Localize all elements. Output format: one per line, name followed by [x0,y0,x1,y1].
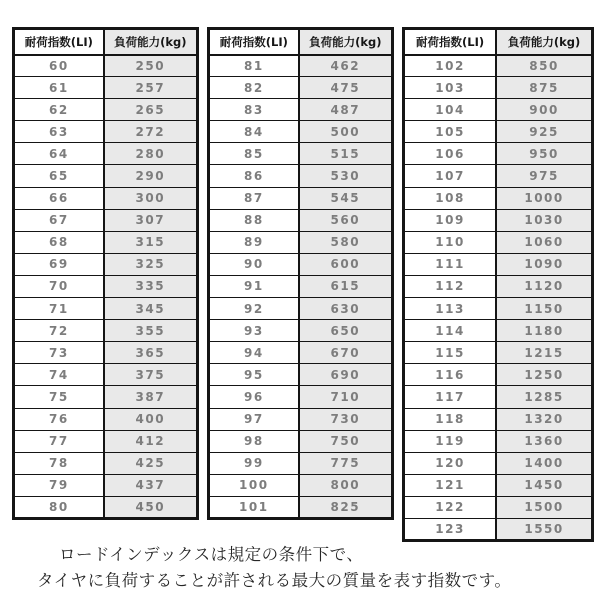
table-row [209,275,393,297]
load-index-cell: 92 [209,298,299,320]
table-row [209,452,393,474]
table-row [14,452,198,474]
table-row [404,231,593,253]
load-index-cell: 79 [14,474,104,496]
table-row [404,253,593,275]
load-capacity-cell: 630 [299,298,393,320]
load-index-table-60-80 [12,27,199,520]
load-capacity-cell: 515 [299,143,393,165]
load-index-cell: 68 [14,231,104,253]
table-row [209,121,393,143]
load-capacity-cell: 900 [496,99,592,121]
table-header [209,29,393,55]
table-row [14,165,198,187]
load-index-cell: 61 [14,77,104,99]
load-capacity-cell: 1285 [496,386,592,408]
table-row [14,320,198,342]
load-index-cell: 114 [404,320,497,342]
table-row [404,452,593,474]
table-row [209,474,393,496]
load-index-cell: 108 [404,187,497,209]
table-row [209,253,393,275]
table-row [404,143,593,165]
table-row [404,342,593,364]
table-row [14,121,198,143]
load-index-cell: 90 [209,253,299,275]
load-capacity-cell: 670 [299,342,393,364]
load-capacity-cell: 307 [104,209,198,231]
load-index-cell: 113 [404,298,497,320]
header-row [14,29,198,55]
load-capacity-cell: 1120 [496,275,592,297]
load-capacity-cell: 365 [104,342,198,364]
load-index-cell: 117 [404,386,497,408]
table-row [404,187,593,209]
load-capacity-cell: 600 [299,253,393,275]
table-row [404,320,593,342]
load-index-cell: 101 [209,496,299,518]
table-row [209,231,393,253]
load-index-cell: 72 [14,320,104,342]
table-body [404,55,593,541]
load-capacity-cell: 875 [496,77,592,99]
table-row [14,275,198,297]
table-row [209,408,393,430]
load-capacity-cell: 250 [104,55,198,77]
load-index-cell: 98 [209,430,299,452]
load-index-cell: 106 [404,143,497,165]
table-row [209,209,393,231]
table-row [209,165,393,187]
table-row [209,55,393,77]
table-row [14,209,198,231]
load-capacity-cell: 1060 [496,231,592,253]
load-index-cell: 73 [14,342,104,364]
table-row [14,496,198,518]
table-row [404,275,593,297]
load-capacity-cell: 925 [496,121,592,143]
load-capacity-cell: 690 [299,364,393,386]
load-capacity-cell: 280 [104,143,198,165]
load-capacity-cell: 800 [299,474,393,496]
caption-line-2: タイヤに負荷することが許される最大の質量を表す指数です。 [37,571,512,590]
table-row [404,518,593,540]
load-capacity-cell: 462 [299,55,393,77]
table-row [14,386,198,408]
table-body [14,55,198,519]
column-header-load-capacity: 負荷能力(kg) [104,29,198,55]
load-index-cell: 91 [209,275,299,297]
table-row [404,386,593,408]
column-header-load-capacity: 負荷能力(kg) [299,29,393,55]
load-index-cell: 123 [404,518,497,540]
table-row [209,364,393,386]
load-index-cell: 93 [209,320,299,342]
table-header [404,29,593,55]
load-index-cell: 83 [209,99,299,121]
load-capacity-cell: 650 [299,320,393,342]
load-index-cell: 115 [404,342,497,364]
table-row [404,77,593,99]
table-row [209,298,393,320]
load-capacity-cell: 375 [104,364,198,386]
load-capacity-cell: 475 [299,77,393,99]
load-index-cell: 85 [209,143,299,165]
load-capacity-cell: 290 [104,165,198,187]
table-body [209,55,393,519]
table-row [404,496,593,518]
table-row [14,99,198,121]
load-capacity-cell: 615 [299,275,393,297]
table-row [404,165,593,187]
header-row [404,29,593,55]
table-row [404,430,593,452]
load-index-cell: 94 [209,342,299,364]
table-row [209,430,393,452]
load-index-cell: 63 [14,121,104,143]
column-header-load-index: 耐荷指数(LI) [209,29,299,55]
load-capacity-cell: 1550 [496,518,592,540]
load-capacity-cell: 750 [299,430,393,452]
load-index-cell: 97 [209,408,299,430]
load-index-cell: 120 [404,452,497,474]
load-capacity-cell: 345 [104,298,198,320]
table-row [209,386,393,408]
load-capacity-cell: 1000 [496,187,592,209]
load-capacity-cell: 387 [104,386,198,408]
load-capacity-cell: 1215 [496,342,592,364]
load-capacity-cell: 560 [299,209,393,231]
load-capacity-cell: 1090 [496,253,592,275]
table-row [14,55,198,77]
load-index-cell: 118 [404,408,497,430]
load-index-cell: 86 [209,165,299,187]
table-row [209,187,393,209]
table-row [209,320,393,342]
load-index-cell: 69 [14,253,104,275]
load-index-cell: 74 [14,364,104,386]
load-index-cell: 88 [209,209,299,231]
load-index-cell: 104 [404,99,497,121]
load-capacity-cell: 1150 [496,298,592,320]
table-row [209,496,393,518]
load-index-cell: 62 [14,99,104,121]
load-index-cell: 84 [209,121,299,143]
table-row [404,99,593,121]
column-header-load-capacity: 負荷能力(kg) [496,29,592,55]
load-capacity-cell: 545 [299,187,393,209]
caption-line-1: ロードインデックスは規定の条件下で、 [59,545,364,564]
table-row [209,99,393,121]
load-index-cell: 119 [404,430,497,452]
load-index-cell: 116 [404,364,497,386]
load-capacity-cell: 730 [299,408,393,430]
column-header-load-index: 耐荷指数(LI) [14,29,104,55]
load-capacity-cell: 1500 [496,496,592,518]
table-row [14,77,198,99]
load-capacity-cell: 950 [496,143,592,165]
table-row [404,364,593,386]
load-capacity-cell: 775 [299,452,393,474]
table-row [14,364,198,386]
load-capacity-cell: 500 [299,121,393,143]
table-row [209,77,393,99]
load-index-cell: 82 [209,77,299,99]
load-index-cell: 71 [14,298,104,320]
table-row [404,408,593,430]
table-header [14,29,198,55]
load-capacity-cell: 825 [299,496,393,518]
load-capacity-cell: 710 [299,386,393,408]
load-index-cell: 102 [404,55,497,77]
load-index-cell: 122 [404,496,497,518]
load-capacity-cell: 487 [299,99,393,121]
load-capacity-cell: 257 [104,77,198,99]
load-capacity-cell: 1450 [496,474,592,496]
load-index-cell: 78 [14,452,104,474]
table-row [404,209,593,231]
load-index-cell: 105 [404,121,497,143]
load-index-cell: 96 [209,386,299,408]
load-capacity-cell: 425 [104,452,198,474]
load-capacity-cell: 1360 [496,430,592,452]
load-capacity-cell: 265 [104,99,198,121]
load-capacity-cell: 335 [104,275,198,297]
load-capacity-cell: 412 [104,430,198,452]
table-row [14,474,198,496]
table-row [14,253,198,275]
load-index-cell: 89 [209,231,299,253]
load-capacity-cell: 975 [496,165,592,187]
load-index-cell: 60 [14,55,104,77]
load-index-cell: 80 [14,496,104,518]
load-index-cell: 75 [14,386,104,408]
load-index-cell: 111 [404,253,497,275]
load-index-cell: 76 [14,408,104,430]
load-capacity-cell: 1250 [496,364,592,386]
load-capacity-cell: 530 [299,165,393,187]
load-index-table-102-123 [402,27,594,542]
load-capacity-cell: 1400 [496,452,592,474]
load-capacity-cell: 580 [299,231,393,253]
load-index-cell: 109 [404,209,497,231]
load-index-cell: 67 [14,209,104,231]
table-row [14,187,198,209]
table-row [14,342,198,364]
load-capacity-cell: 325 [104,253,198,275]
load-capacity-cell: 437 [104,474,198,496]
load-index-cell: 77 [14,430,104,452]
header-row [209,29,393,55]
load-index-cell: 103 [404,77,497,99]
load-capacity-cell: 355 [104,320,198,342]
load-index-cell: 100 [209,474,299,496]
load-index-cell: 65 [14,165,104,187]
load-index-cell: 64 [14,143,104,165]
load-capacity-cell: 272 [104,121,198,143]
column-header-load-index: 耐荷指数(LI) [404,29,497,55]
load-index-cell: 66 [14,187,104,209]
load-index-cell: 107 [404,165,497,187]
load-index-cell: 87 [209,187,299,209]
load-index-cell: 121 [404,474,497,496]
load-capacity-cell: 450 [104,496,198,518]
table-row [209,342,393,364]
load-index-cell: 95 [209,364,299,386]
table-row [14,143,198,165]
load-index-cell: 70 [14,275,104,297]
load-index-table-81-101 [207,27,394,520]
table-row [404,298,593,320]
load-capacity-cell: 1180 [496,320,592,342]
table-row [404,55,593,77]
load-capacity-cell: 1320 [496,408,592,430]
table-row [404,474,593,496]
load-index-cell: 99 [209,452,299,474]
load-capacity-cell: 850 [496,55,592,77]
table-row [209,143,393,165]
load-capacity-cell: 1030 [496,209,592,231]
table-row [404,121,593,143]
load-capacity-cell: 315 [104,231,198,253]
load-index-cell: 110 [404,231,497,253]
table-row [14,430,198,452]
table-row [14,298,198,320]
load-index-cell: 112 [404,275,497,297]
load-capacity-cell: 400 [104,408,198,430]
table-row [14,231,198,253]
table-row [14,408,198,430]
load-index-cell: 81 [209,55,299,77]
load-capacity-cell: 300 [104,187,198,209]
